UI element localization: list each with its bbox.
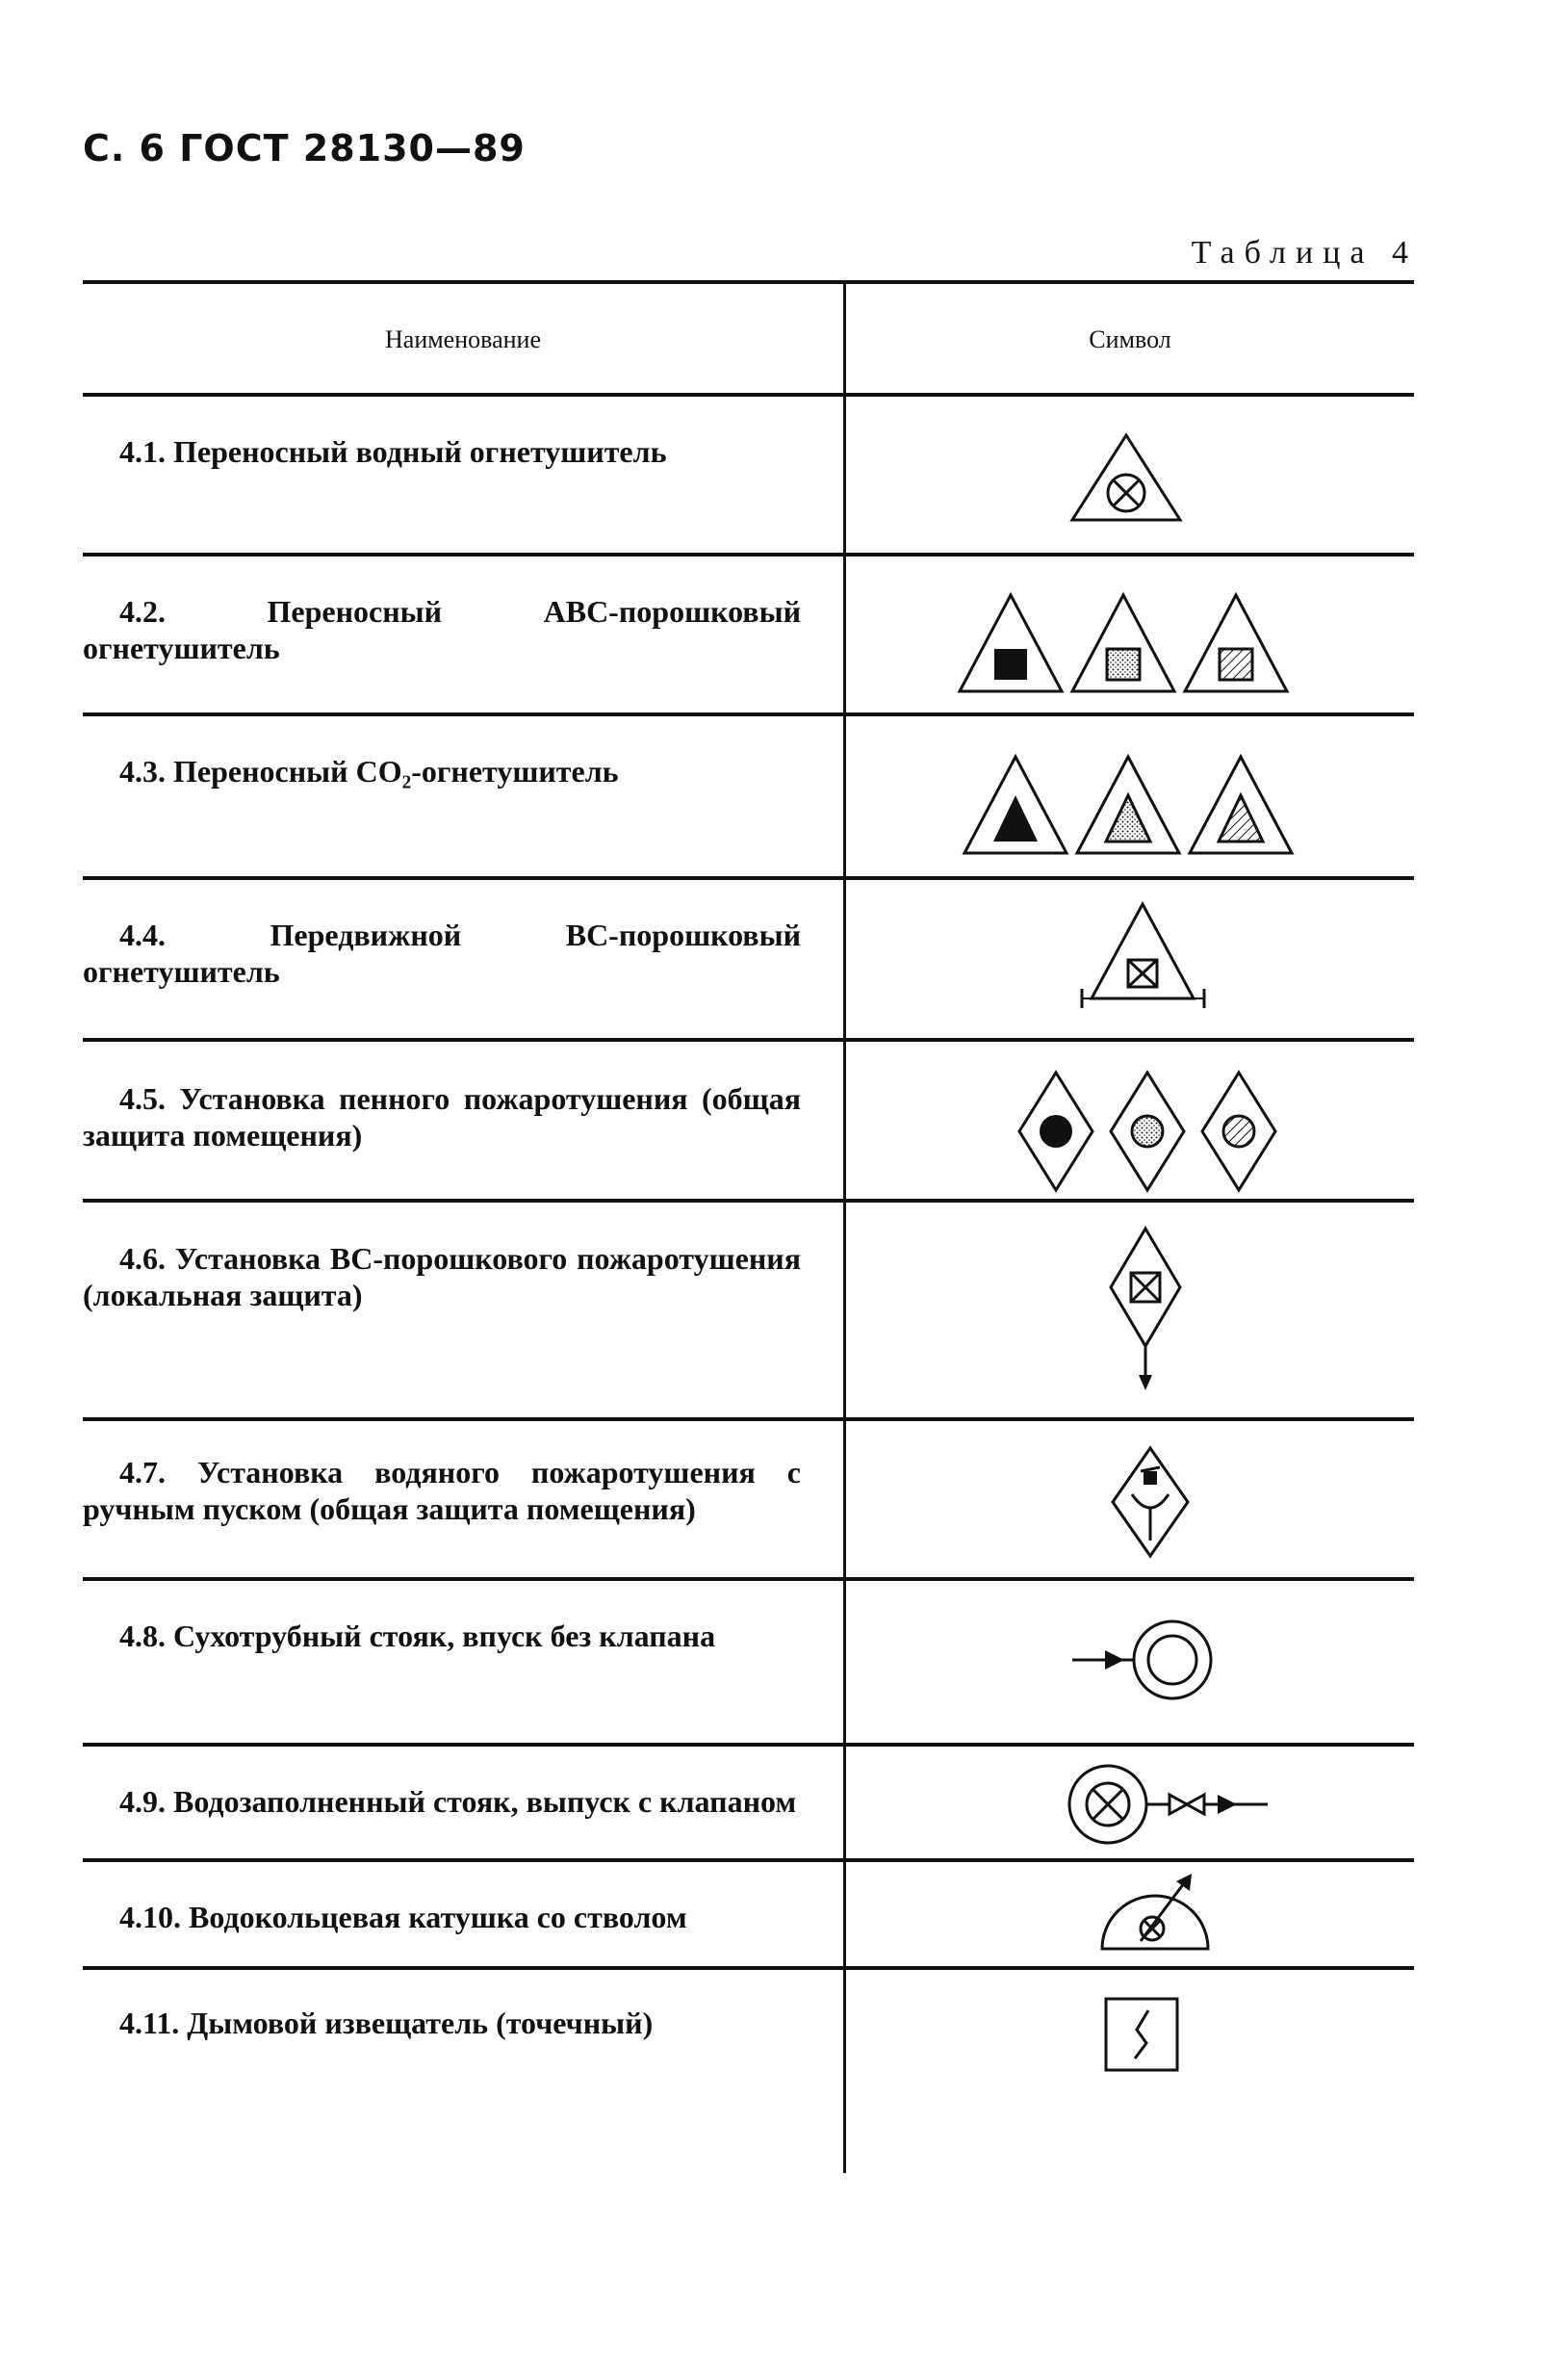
row-name-4-2: 4.2. Переносный АВС-порошковый огнетушитель (83, 594, 801, 665)
row-rule (83, 1577, 1414, 1581)
triangle-wheeled-crossed-square-icon (1078, 900, 1208, 1011)
three-triangles-triangles-icon (963, 753, 1295, 857)
row-name-4-8: 4.8. Сухотрубный стояк, впуск без клапана (119, 1619, 716, 1653)
page-header: С. 6 ГОСТ 28130—89 (83, 127, 526, 169)
row-rule (83, 1417, 1414, 1421)
row-name-4-3: 4.3. Переносный CO₂-огнетушитель (119, 754, 619, 789)
table-top-rule (83, 280, 1414, 284)
row-name-4-11: 4.11. Дымовой извещатель (точечный) (119, 2006, 654, 2040)
triangle-x-circle-icon (1068, 431, 1184, 528)
row-name-4-1: 4.1. Переносный водный огнетушитель (119, 434, 667, 469)
row-rule (83, 712, 1414, 716)
row-name-4-4: 4.4. Передвижной ВС-порошковый огнетушитель (83, 918, 801, 989)
diamond-crossed-square-arrow-icon (1107, 1225, 1184, 1393)
circle-x-valve-outlet-icon (1064, 1760, 1271, 1851)
diamond-manual-trigger-icon (1107, 1444, 1194, 1560)
hose-reel-half-circle-icon (1097, 1868, 1218, 1953)
row-rule (83, 1966, 1414, 1970)
column-header-name: Наименование (385, 325, 541, 353)
table-caption: Таблица 4 (1191, 235, 1418, 271)
header-rule (83, 393, 1414, 397)
row-name-4-9: 4.9. Водозаполненный стояк, выпуск с клапаном (119, 1784, 797, 1819)
row-rule (83, 1038, 1414, 1042)
row-name-4-5: 4.5. Установка пенного пожаротушения (общая защита помещения) (83, 1081, 801, 1153)
row-name-4-10: 4.10. Водокольцевая катушка со стволом (119, 1900, 687, 1934)
row-name-4-7: 4.7. Установка водяного пожаротушения с ручным пуском (общая защита помещения) (83, 1455, 801, 1526)
row-rule (83, 876, 1414, 880)
row-rule (83, 1858, 1414, 1862)
row-rule (83, 1199, 1414, 1203)
column-header-symbol: Символ (1089, 325, 1171, 353)
row-rule (83, 553, 1414, 557)
row-rule (83, 1743, 1414, 1747)
smoke-detector-square-icon (1102, 1995, 1181, 2074)
double-circle-inlet-icon (1070, 1618, 1215, 1702)
three-triangles-squares-icon (958, 591, 1290, 695)
column-divider (843, 280, 846, 2173)
three-diamonds-circles-icon (1015, 1069, 1280, 1194)
row-name-4-6: 4.6. Установка ВС-порошкового пожаротушения (локальная защита) (83, 1241, 801, 1312)
